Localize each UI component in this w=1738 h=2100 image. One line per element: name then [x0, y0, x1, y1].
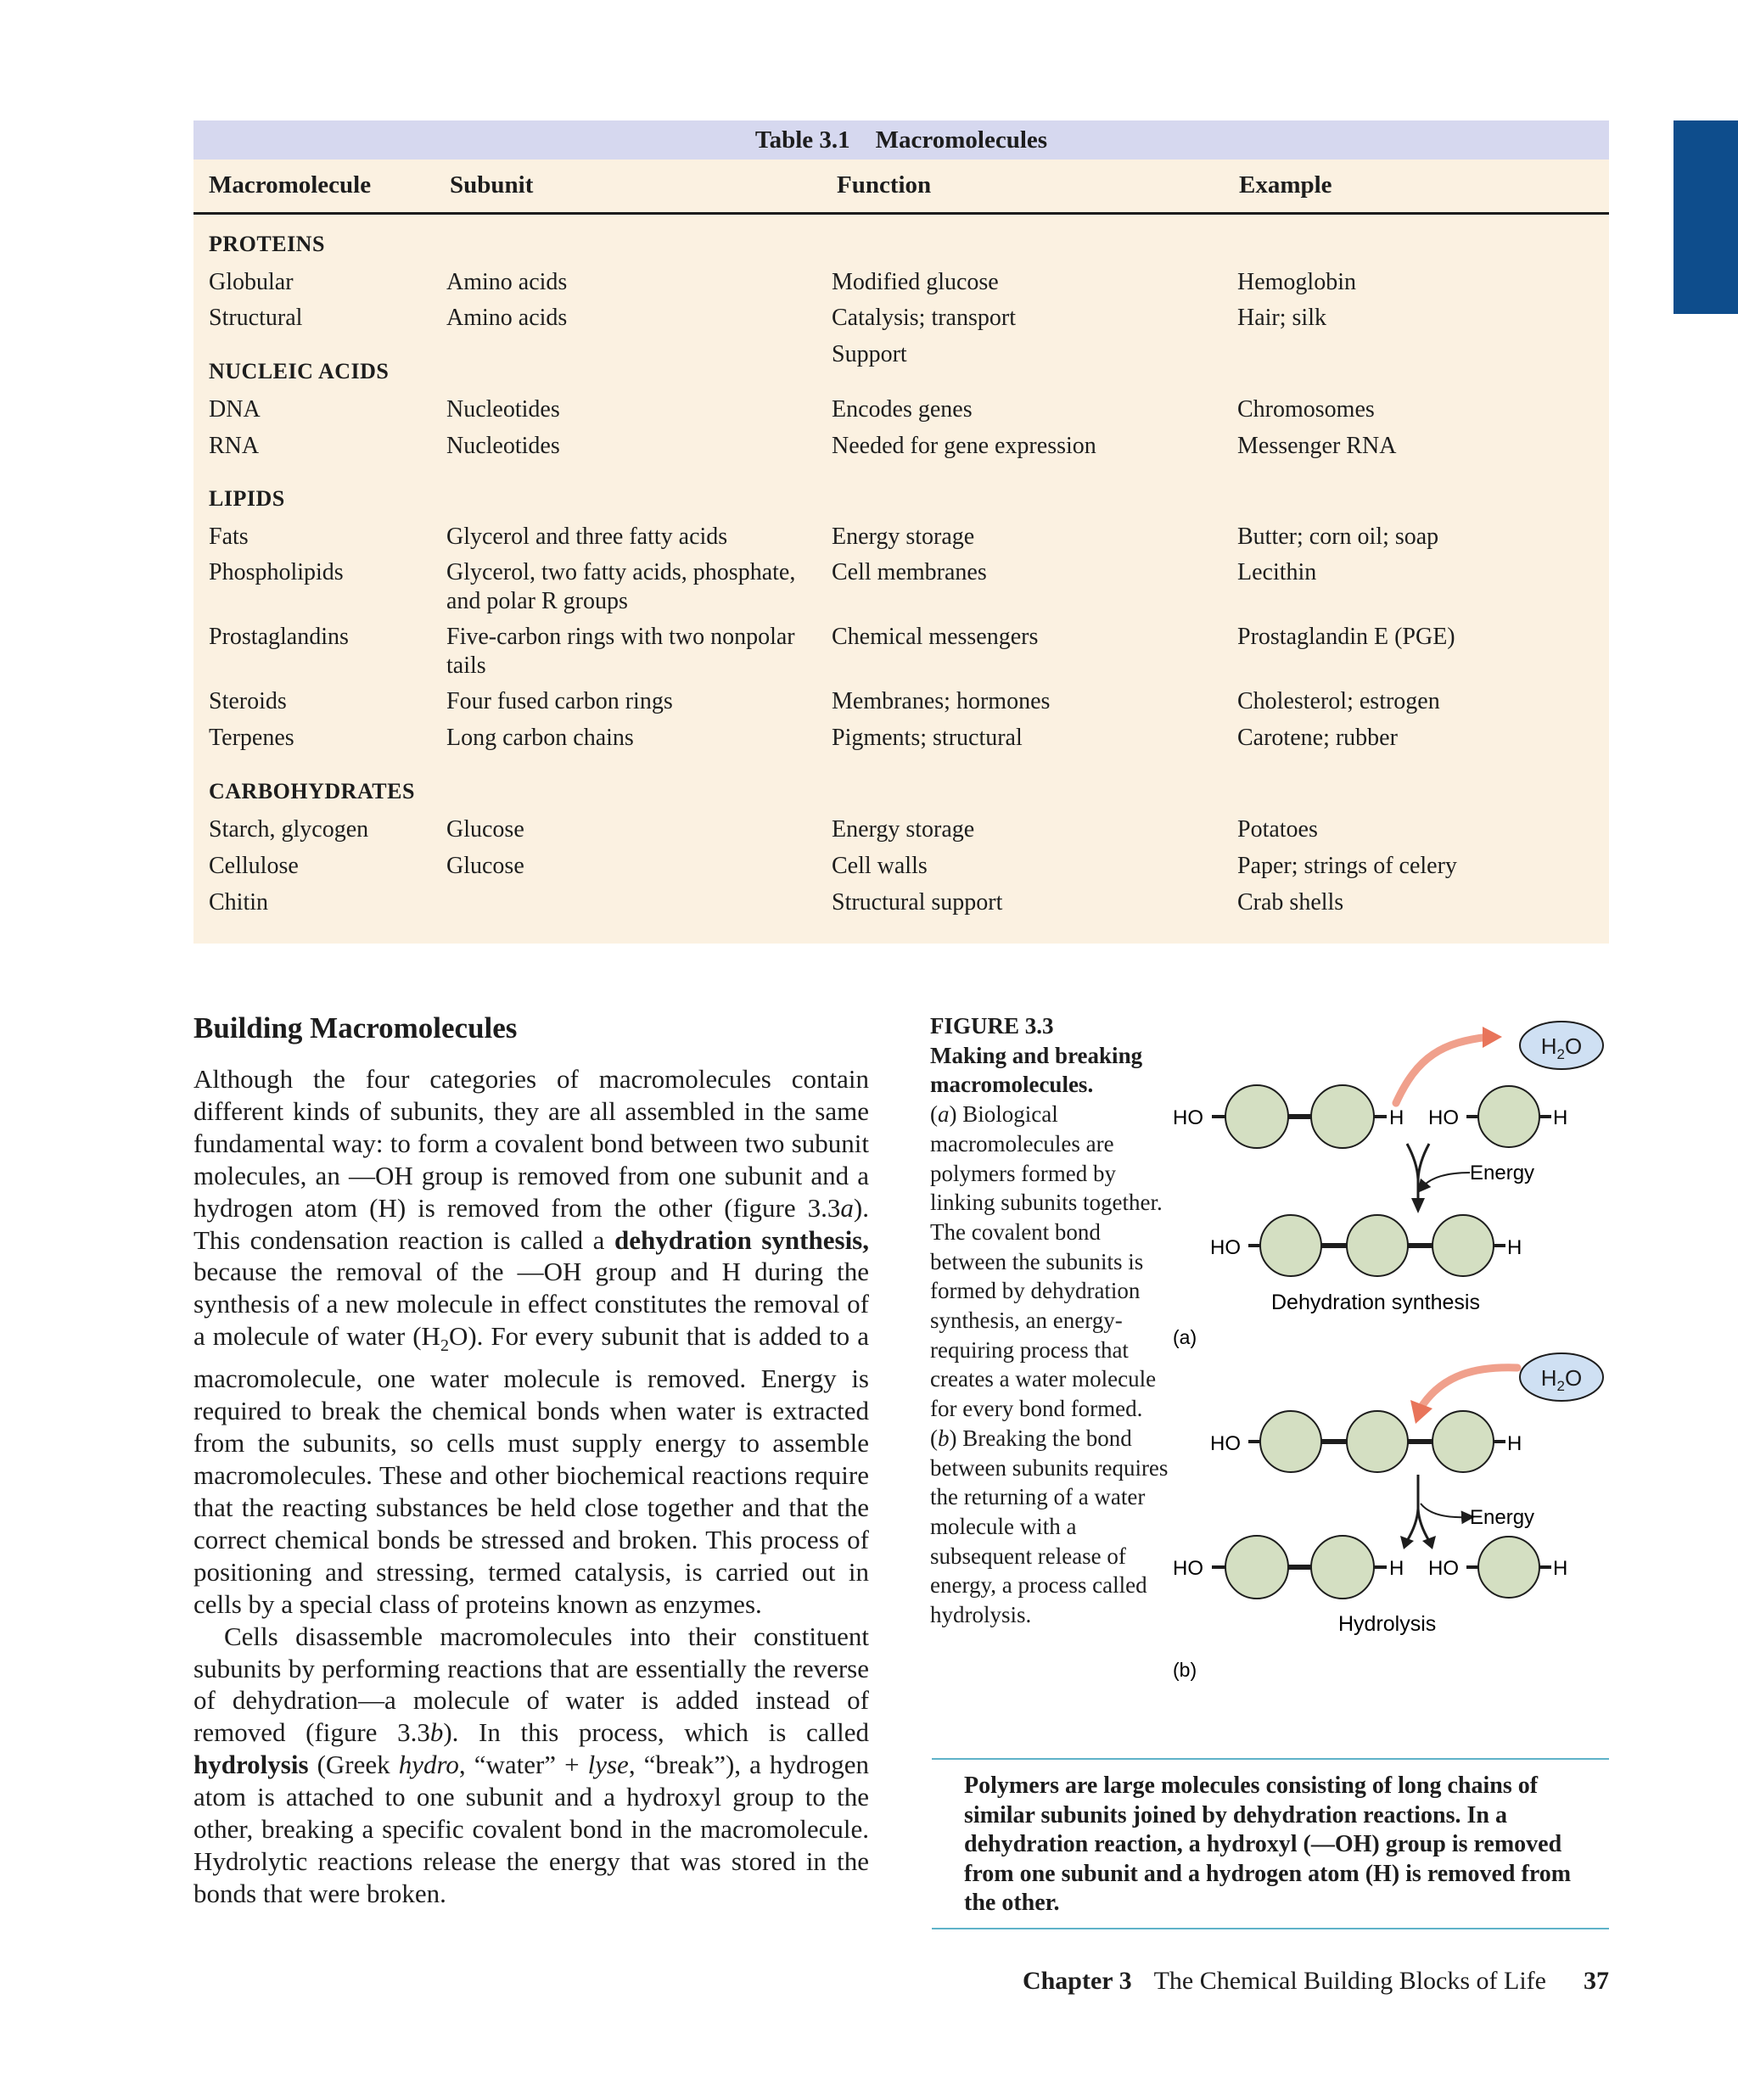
subunit	[1225, 1085, 1288, 1148]
subunit	[1347, 1215, 1408, 1276]
paragraph-2: Cells disassemble macromolecules into their constituent subunits by performing reactions that are essentially the reverse of dehydration—a molecule of water is added instead of removed (figure 3.3b). In this process, which is called hydrolysis (Greek hydro, “water” + lyse, “break”), a hydrogen atom is attached to one subunit and a hydroxyl group to the other, breaking a specific covalent bond in the macromolecule. Hydrolytic reactions release the energy that was stored in the bonds that were broken.	[193, 1621, 869, 1908]
key-concept-box	[932, 1758, 1609, 1929]
subunit	[1311, 1536, 1374, 1599]
h-label: H	[1507, 1236, 1522, 1259]
body-text	[193, 1063, 869, 1910]
energy-label: Energy	[1470, 1162, 1535, 1184]
table-title	[193, 120, 1609, 160]
h-label: H	[1553, 1106, 1568, 1129]
svg-text:H2O: $H_2O$	[1540, 1365, 1583, 1394]
category-nucleic-acids: NUCLEIC ACIDS	[209, 359, 390, 384]
category-proteins: PROTEINS	[209, 232, 325, 256]
subunit	[1311, 1085, 1374, 1148]
section-heading: Building Macromolecules	[193, 1011, 518, 1044]
subunit	[1478, 1086, 1539, 1147]
table-header-macromolecule: Macromolecule	[209, 171, 372, 199]
table-label: Table 3.1	[754, 126, 850, 154]
part-a-label: (a)	[1173, 1326, 1197, 1348]
subunit	[1260, 1215, 1321, 1276]
ho-label: HO	[1428, 1557, 1459, 1580]
table-name: Macromolecules	[875, 126, 1048, 154]
footer-chapter: Chapter 3	[1022, 1967, 1132, 1995]
footer-title: The Chemical Building Blocks of Life	[1153, 1967, 1546, 1995]
category-carbohydrates: CARBOHYDRATES	[209, 779, 415, 804]
dehydration-hydrolysis-diagram	[1163, 1010, 1609, 1705]
figure-caption: FIGURE 3.3 Making and breaking macromolecules. (a) Biological macromolecules are polymers formed by linking subunits together. The covalent bond between the subunits is formed by dehydration synthesis, an energy-requiring process that creates a water molecule for every bond formed. (b) Breaking the bond between subunits requires the returning of a water molecule with a subsequent release of energy, a process called hydrolysis.	[930, 1011, 1173, 1630]
svg-text:H2O: $H_2O$	[1540, 1033, 1583, 1062]
table-header-subunit: Subunit	[450, 171, 534, 199]
subunit	[1432, 1215, 1494, 1276]
macromolecules-table: Table 3.1 Macromolecules Macromolecule Subunit Function Example PROTEINS Globular Amino acids Modified glucose Hemoglobin Structural Amino acids Catalysis; transport Hair; silk Support NUCLEIC ACIDS DNA Nucleotides Encodes genes Chromosomes RNA Nucleotides Needed for gene expression Messenger RNA LIPIDS Fats Glycerol and three fatty acids Energy storage Butter; corn oil; soap Phospholipids Glycerol, two fatty acids, phosphate, and polar R groups Cell membranes Lecithin Prostaglandins Five-carbon rings with two nonpolar tails Chemical messengers Prostaglandin E (PGE) Steroids Four fused carbon rings Membranes; hormones Cholesterol; estrogen Terpenes Long carbon chains Pigments; structural Carotene; rubber CARBOHYDRATES Starch, glycogen Glucose Energy storage Potatoes Cellulose Glucose Cell walls Paper; strings of celery Chitin Structural support Crab shells	[193, 120, 1609, 944]
paragraph-1: Although the four categories of macromolecules contain different kinds of subunits, they are all assembled in the same fundamental way: to form a covalent bond between two subunit molecules, an —OH group is removed from one subunit and a hydrogen atom (H) is removed from the other (figure 3.3a). This condensation reaction is called a dehydration synthesis, because the removal of the —OH group and H during the synthesis of a new molecule in effect constitutes the removal of a molecule of water $(H_2O)$. For every subunit that is added to a macromolecule, one water molecule is removed. Energy is required to break the chemical bonds when water is extracted from the subunits, so cells must supply energy to assemble macromolecules. These and other biochemical reactions require that the reacting substances be held close together and that the correct chemical bonds be stressed and broken. This process of positioning and stressing, termed catalysis, is carried out in cells by a special class of proteins known as enzymes.	[193, 1064, 869, 1619]
energy-label: Energy	[1470, 1506, 1535, 1529]
dehydration-synthesis-label: Dehydration synthesis	[1271, 1291, 1480, 1314]
figure-title: Making and breaking macromolecules.	[930, 1042, 1143, 1098]
table-header-row	[193, 160, 1609, 215]
h-label: H	[1389, 1106, 1404, 1129]
subunit	[1432, 1411, 1494, 1472]
subunit	[1478, 1537, 1539, 1598]
h-label: H	[1389, 1557, 1404, 1580]
ho-label: HO	[1173, 1557, 1203, 1580]
water-release-arrow	[1396, 1037, 1489, 1103]
h-label: H	[1553, 1557, 1568, 1580]
page-footer	[1023, 1967, 1609, 1996]
key-concept-text: Polymers are large molecules consisting of long chains of similar subunits joined by dehydration reactions. In a dehydration reaction, a hydroxyl (—OH) group is removed from one subunit and a hydrogen atom (H) is removed from the other.	[964, 1772, 1572, 1917]
part-b-label: (b)	[1173, 1659, 1197, 1681]
hydrolysis-label: Hydrolysis	[1338, 1612, 1437, 1636]
page-number: 37	[1584, 1967, 1609, 1995]
water-input-arrow	[1421, 1368, 1517, 1407]
water-release-arrowhead	[1483, 1027, 1502, 1048]
subunit	[1347, 1411, 1408, 1472]
h-label: H	[1507, 1432, 1522, 1455]
ho-label: HO	[1210, 1236, 1241, 1259]
table-header-function: Function	[837, 171, 932, 199]
ho-label: HO	[1210, 1432, 1241, 1455]
ho-label: HO	[1428, 1106, 1459, 1129]
table-header-example: Example	[1239, 171, 1332, 199]
chapter-side-tab	[1674, 120, 1738, 314]
subunit	[1225, 1536, 1288, 1599]
subunit	[1260, 1411, 1321, 1472]
ho-label: HO	[1173, 1106, 1203, 1129]
figure-number: FIGURE 3.3	[930, 1013, 1054, 1039]
category-lipids: LIPIDS	[209, 486, 285, 511]
